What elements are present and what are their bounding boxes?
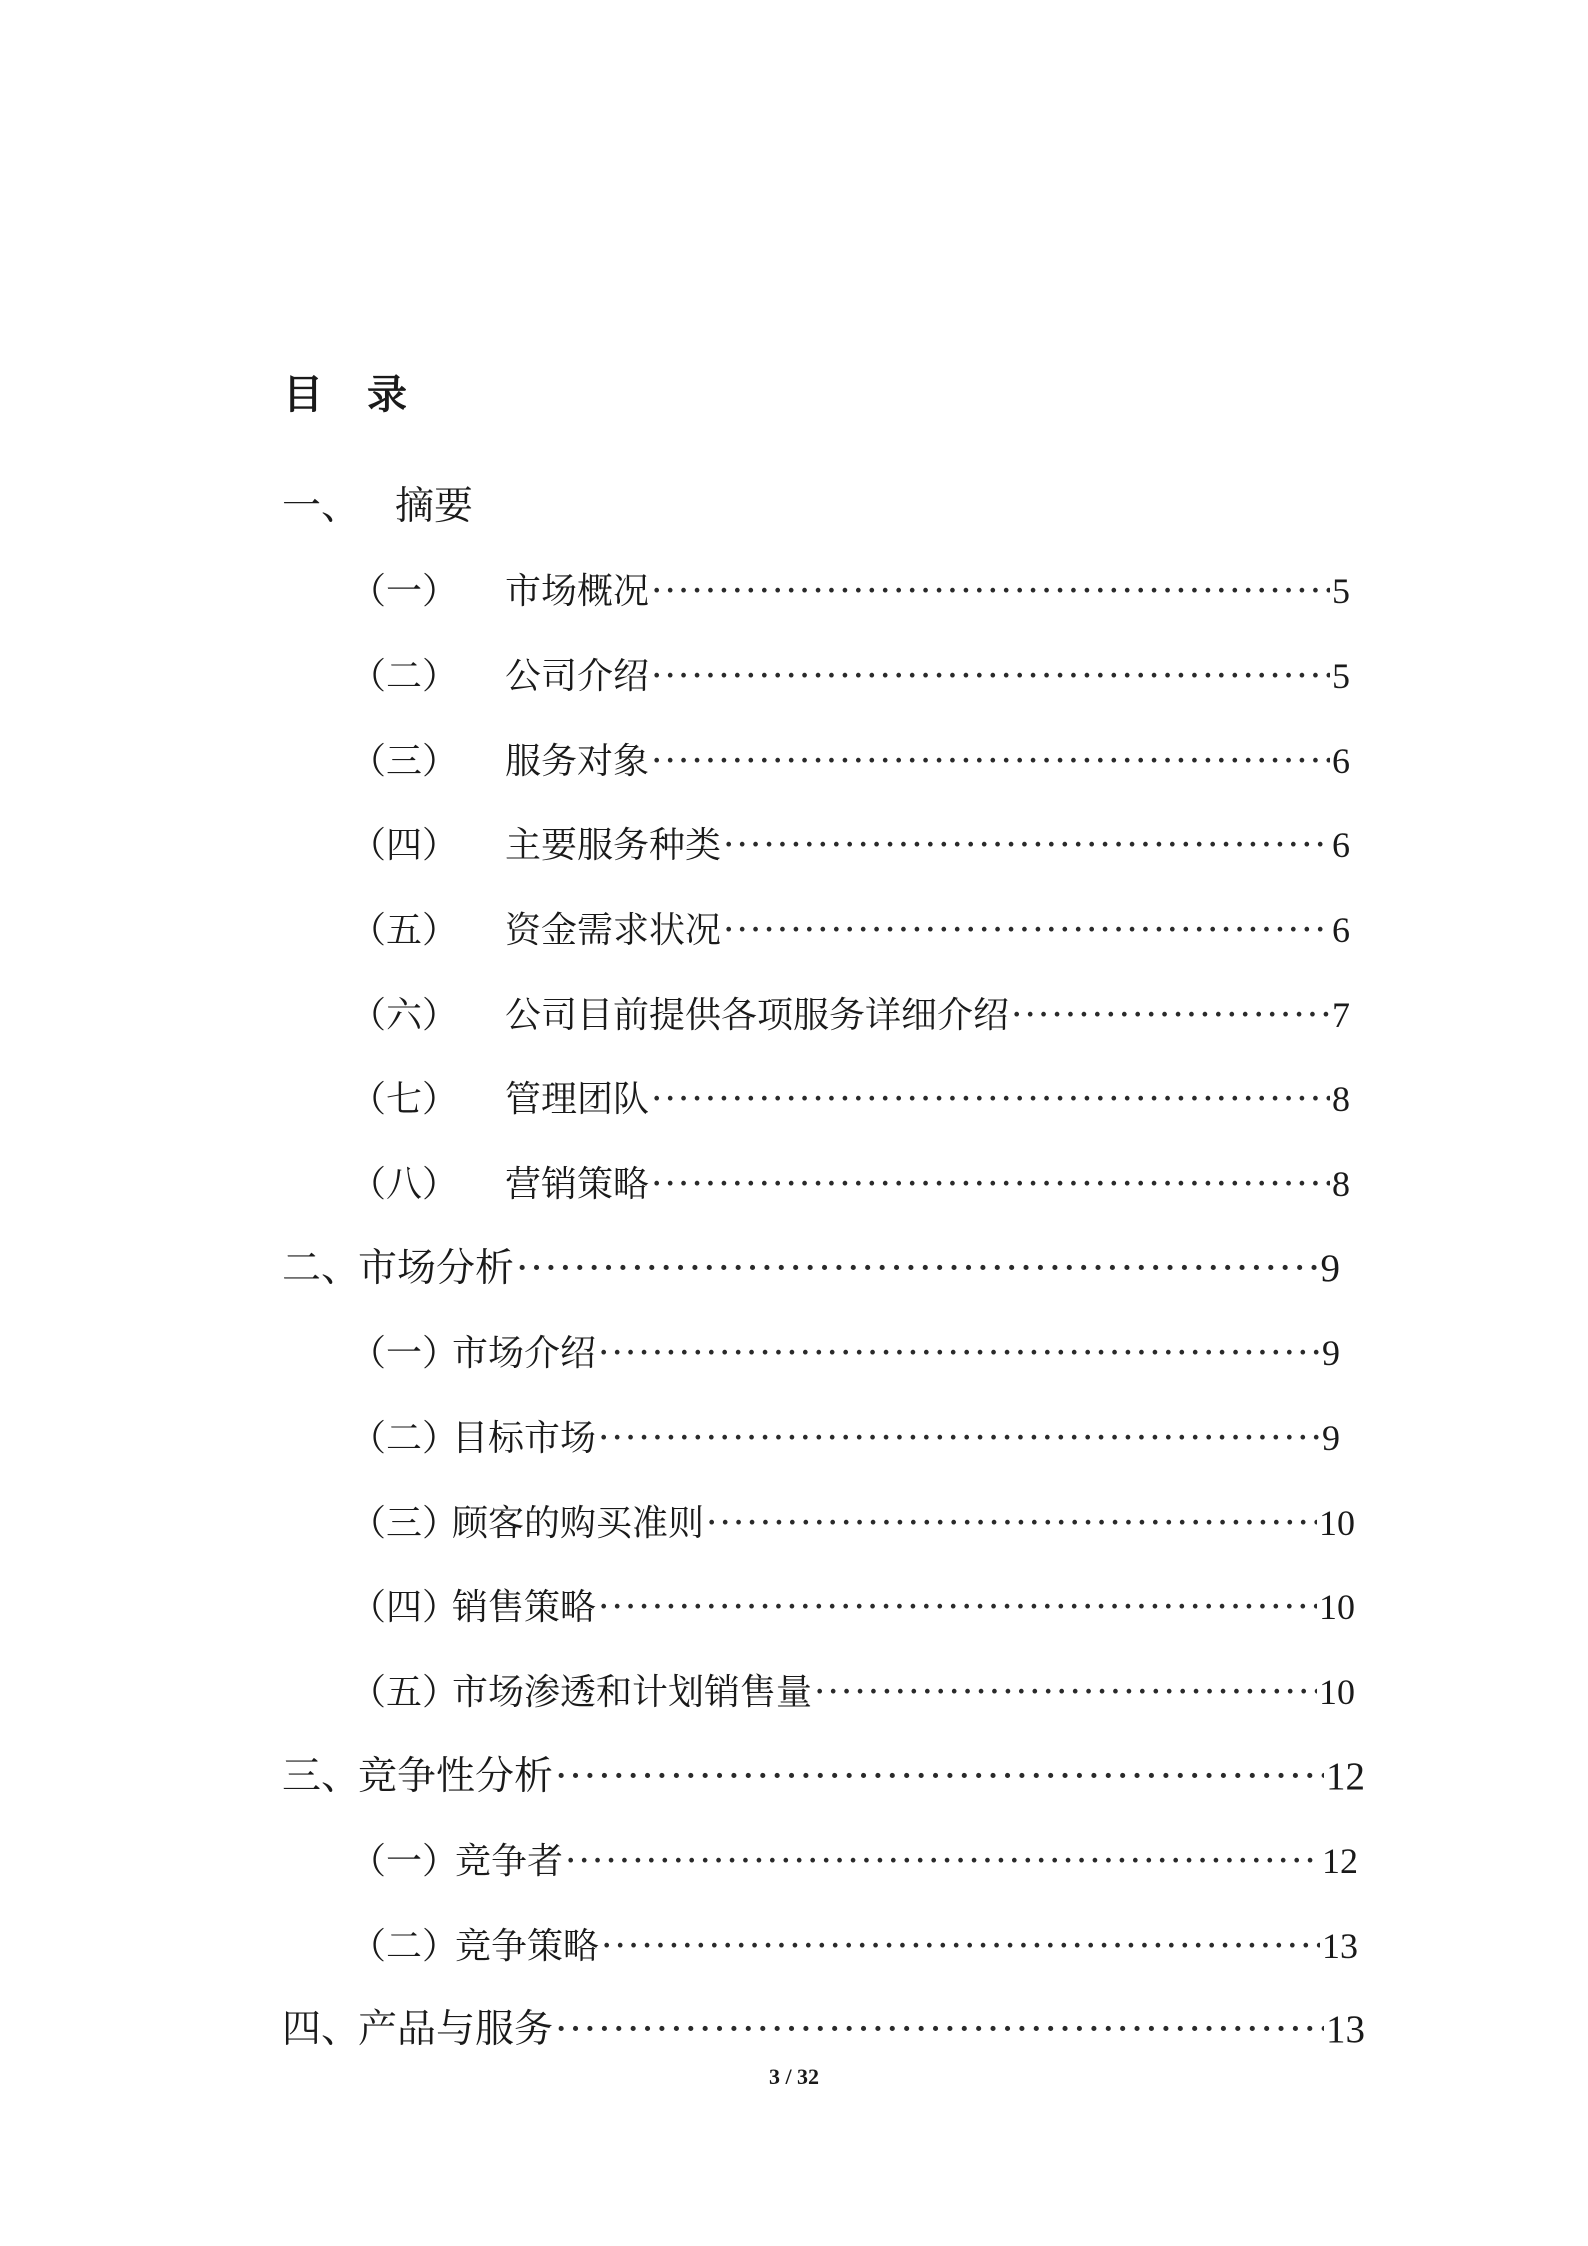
- toc-dot-leader: [706, 1494, 1317, 1554]
- toc-entry-page-number: 6: [1332, 910, 1350, 950]
- toc-entry-number: 四、: [282, 2007, 361, 2052]
- toc-entry[interactable]: [350, 1577, 1355, 1637]
- toc-entry-number: （五）: [350, 1672, 459, 1713]
- toc-entry[interactable]: [350, 1831, 1358, 1891]
- toc-entry-label: 营销策略: [505, 1164, 650, 1205]
- toc-entry-page-number: 13: [1322, 1926, 1358, 1966]
- toc-entry[interactable]: [350, 1154, 1350, 1214]
- toc-entry[interactable]: [350, 561, 1350, 621]
- toc-dot-leader: [723, 901, 1330, 961]
- toc-entry[interactable]: [282, 1239, 1340, 1299]
- toc-entry[interactable]: [350, 1323, 1340, 1383]
- toc-entry-label: 资金需求状况: [505, 910, 722, 951]
- toc-dot-leader: [723, 816, 1330, 876]
- toc-entry-label: 公司目前提供各项服务详细介绍: [505, 995, 1010, 1036]
- toc-entry-page-number: 6: [1332, 741, 1350, 781]
- toc-entry-label: 竞争者: [455, 1841, 564, 1882]
- toc-entry-number: 二、: [282, 1246, 361, 1291]
- toc-entry-number: （四）: [350, 1587, 459, 1628]
- toc-entry-number: （一）: [350, 1333, 459, 1374]
- toc-dot-leader: [651, 1070, 1330, 1130]
- toc-entry-number: （二）: [350, 1418, 459, 1459]
- page-number-footer: 3 / 32: [768, 2064, 820, 2089]
- toc-entry-label: 市场分析: [358, 1246, 515, 1291]
- toc-entry[interactable]: [350, 1916, 1358, 1976]
- toc-dot-leader: [555, 2000, 1324, 2060]
- toc-dot-leader: [555, 1747, 1324, 1807]
- toc-entry-label: 市场渗透和计划销售量: [452, 1672, 813, 1713]
- toc-dot-leader: [516, 1239, 1318, 1299]
- toc-dot-leader: [814, 1663, 1317, 1723]
- toc-entry-number: （二）: [350, 656, 459, 697]
- toc-entry-label: 目标市场: [452, 1418, 597, 1459]
- toc-entry-page-number: 13: [1326, 2008, 1365, 2051]
- toc-entry-label: 管理团队: [505, 1079, 650, 1120]
- toc-entry-number: （五）: [350, 910, 459, 951]
- toc-dot-leader: [651, 647, 1330, 707]
- toc-entry-number: 一、: [282, 484, 361, 529]
- toc-entry[interactable]: [350, 646, 1350, 706]
- toc-entry[interactable]: [350, 1493, 1355, 1553]
- toc-entry-page-number: 10: [1319, 1587, 1355, 1627]
- toc-dot-leader: [651, 732, 1330, 792]
- toc-entry[interactable]: [350, 1662, 1355, 1722]
- toc-dot-leader: [1011, 986, 1330, 1046]
- toc-entry-label: 主要服务种类: [505, 825, 722, 866]
- toc-entry-label: 竞争策略: [455, 1926, 600, 1967]
- toc-dot-leader: [651, 1155, 1330, 1215]
- toc-entry-label: 公司介绍: [505, 656, 650, 697]
- toc-entry-page-number: 7: [1332, 995, 1350, 1035]
- toc-entry-label: 产品与服务: [358, 2007, 554, 2052]
- toc-entry-label: 服务对象: [505, 741, 650, 782]
- toc-dot-leader: [601, 1917, 1320, 1977]
- toc-entry[interactable]: [350, 1408, 1340, 1468]
- toc-entry-label: 市场介绍: [452, 1333, 597, 1374]
- toc-entry-page-number: 10: [1319, 1503, 1355, 1543]
- toc-dot-leader: [565, 1832, 1320, 1892]
- toc-entry[interactable]: [350, 985, 1350, 1045]
- toc-entry-number: （三）: [350, 741, 459, 782]
- toc-entry-number: （三）: [350, 1503, 459, 1544]
- toc-entry[interactable]: [350, 900, 1350, 960]
- toc-entry-label: 销售策略: [452, 1587, 597, 1628]
- toc-entry[interactable]: [350, 1069, 1350, 1129]
- toc-dot-leader: [598, 1324, 1320, 1384]
- toc-entry-number: （一）: [350, 571, 459, 612]
- toc-entry-page-number: 10: [1319, 1672, 1355, 1712]
- toc-dot-leader: [651, 562, 1330, 622]
- toc-entry[interactable]: [282, 477, 1350, 537]
- toc-entry-number: （一）: [350, 1841, 459, 1882]
- toc-entry-page-number: 5: [1332, 571, 1350, 611]
- toc-entry-page-number: 12: [1326, 1755, 1365, 1798]
- toc-entry[interactable]: [282, 1747, 1365, 1807]
- toc-entry[interactable]: [350, 815, 1350, 875]
- toc-entry-number: （四）: [350, 825, 459, 866]
- toc-entry-page-number: 8: [1332, 1164, 1350, 1204]
- toc-dot-leader: [598, 1578, 1317, 1638]
- toc-entry-number: （二）: [350, 1926, 459, 1967]
- toc-entry-page-number: 9: [1320, 1247, 1340, 1290]
- toc-entry-page-number: 6: [1332, 825, 1350, 865]
- toc-dot-leader: [598, 1409, 1320, 1469]
- toc-entry-label: 摘要: [395, 484, 474, 529]
- toc-entry-page-number: 5: [1332, 656, 1350, 696]
- toc-entry[interactable]: [282, 2000, 1365, 2060]
- toc-entry[interactable]: [350, 731, 1350, 791]
- toc-entry-label: 顾客的购买准则: [452, 1503, 705, 1544]
- toc-entry-page-number: 9: [1322, 1333, 1340, 1373]
- toc-title: 目录: [283, 372, 451, 418]
- toc-entry-number: 三、: [282, 1754, 361, 1799]
- toc-entry-page-number: 9: [1322, 1418, 1340, 1458]
- toc-entry-number: （六）: [350, 995, 459, 1036]
- toc-entry-page-number: 8: [1332, 1079, 1350, 1119]
- toc-entry-label: 竞争性分析: [358, 1754, 554, 1799]
- toc-entry-page-number: 12: [1322, 1841, 1358, 1881]
- toc-entry-label: 市场概况: [505, 571, 650, 612]
- toc-entry-number: （七）: [350, 1079, 459, 1120]
- toc-entry-number: （八）: [350, 1164, 459, 1205]
